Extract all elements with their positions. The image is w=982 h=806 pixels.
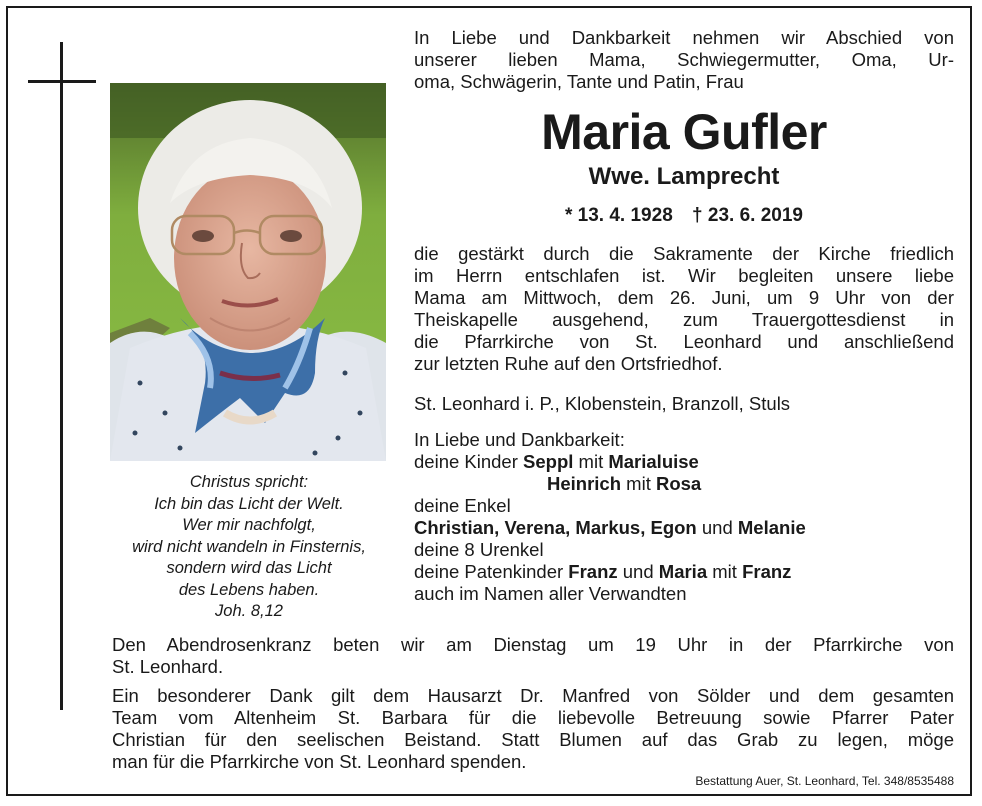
partner-name: Rosa (655, 473, 702, 494)
intro-line: In Liebe und Dankbarkeit nehmen wir Abschied von (414, 27, 954, 48)
grandchild-last: Melanie (737, 517, 806, 538)
children-line-2 (414, 473, 954, 495)
intro-text (414, 27, 954, 93)
quote-line: Wer mir nachfolgt, (182, 516, 316, 534)
body-line: Mama am Mittwoch, dem 26. Juni, um 9 Uhr von der (414, 287, 954, 308)
gratitude-notice (112, 685, 954, 773)
und-word: und (696, 517, 738, 538)
paten-prefix: deine Patenkinder (414, 561, 569, 582)
grandchildren-list: Christian, Verena, Markus, Egon (414, 517, 697, 538)
funeral-home-credit: Bestattung Auer, St. Leonhard, Tel. 348/8535488 (695, 774, 954, 788)
thanks-heading: In Liebe und Dankbarkeit: (414, 429, 625, 450)
body-line: im Herrn entschlafen ist. Wir begleiten unsere liebe (414, 265, 954, 286)
kinder-prefix: deine Kinder (414, 451, 524, 472)
intro-line: unserer lieben Mama, Schwiegermutter, Oma, Ur- (414, 49, 954, 70)
life-dates (414, 204, 954, 228)
quote-reference: Joh. 8,12 (215, 602, 283, 620)
rosary-line: Den Abendrosenkranz beten wir am Dienstag um 19 Uhr in der Pfarrkirche von (112, 634, 954, 655)
mit-word: mit (707, 561, 743, 582)
intro-line: oma, Schwägerin, Tante und Patin, Frau (414, 71, 744, 92)
partner-name: Marialuise (608, 451, 699, 472)
gratitude-line: Team vom Altenheim St. Barbara für die liebevolle Betreuung sowie Pfarrer Pater (112, 707, 954, 728)
godchild-name: Franz (742, 561, 792, 582)
bible-quote (108, 472, 390, 623)
rosary-notice (112, 634, 954, 678)
grandchildren-label: deine Enkel (414, 495, 511, 516)
widow-name: Wwe. Lamprecht (588, 163, 780, 190)
quote-line: Christus spricht: (189, 473, 309, 491)
body-line: zur letzten Ruhe auf den Ortsfriedhof. (414, 353, 723, 374)
body-line: die gestärkt durch die Sakramente der Kirche friedlich (414, 243, 954, 264)
godchildren-line (414, 561, 954, 583)
godchild-name: Franz (568, 561, 618, 582)
cross-vertical-bar (60, 42, 63, 710)
relatives-line: auch im Namen aller Verwandten (414, 583, 687, 604)
child-name: Heinrich (547, 473, 622, 494)
gratitude-line: Christian für den seelischen Beistand. Statt Blumen auf das Grab zu legen, möge (112, 729, 954, 750)
children-line-1 (414, 451, 954, 473)
mit-word: mit (621, 473, 656, 494)
portrait-photo (110, 83, 386, 461)
godchild-name: Maria (658, 561, 708, 582)
funeral-details (414, 243, 954, 375)
birth-date: * 13. 4. 1928 (565, 205, 673, 226)
death-date: † 23. 6. 2019 (692, 205, 803, 226)
quote-line: wird nicht wandeln in Finsternis, (132, 537, 366, 556)
quote-line: des Lebens haben. (178, 580, 320, 599)
deceased-name: Maria Gufler (541, 104, 827, 160)
great-grandchildren: deine 8 Urenkel (414, 539, 544, 560)
quote-line: Ich bin das Licht der Welt. (154, 494, 344, 513)
quote-line: sondern wird das Licht (166, 559, 332, 577)
places-line: St. Leonhard i. P., Klobenstein, Branzoll, Stuls (414, 393, 791, 414)
gratitude-line: man für die Pfarrkirche von St. Leonhard spenden. (112, 751, 527, 772)
child-name: Seppl (523, 451, 574, 472)
grandchildren-names (414, 517, 954, 539)
cross-horizontal-bar (28, 80, 96, 83)
body-line: die Pfarrkirche von St. Leonhard und anschließend (414, 331, 954, 352)
mourners-list (414, 429, 954, 605)
mit-word: mit (573, 451, 609, 472)
rosary-line: St. Leonhard. (112, 656, 224, 677)
gratitude-line: Ein besonderer Dank gilt dem Hausarzt Dr. Manfred von Sölder und dem gesamten (112, 685, 954, 706)
body-line: Theiskapelle ausgehend, zum Trauergottesdienst in (414, 309, 954, 330)
und-word: und (617, 561, 659, 582)
